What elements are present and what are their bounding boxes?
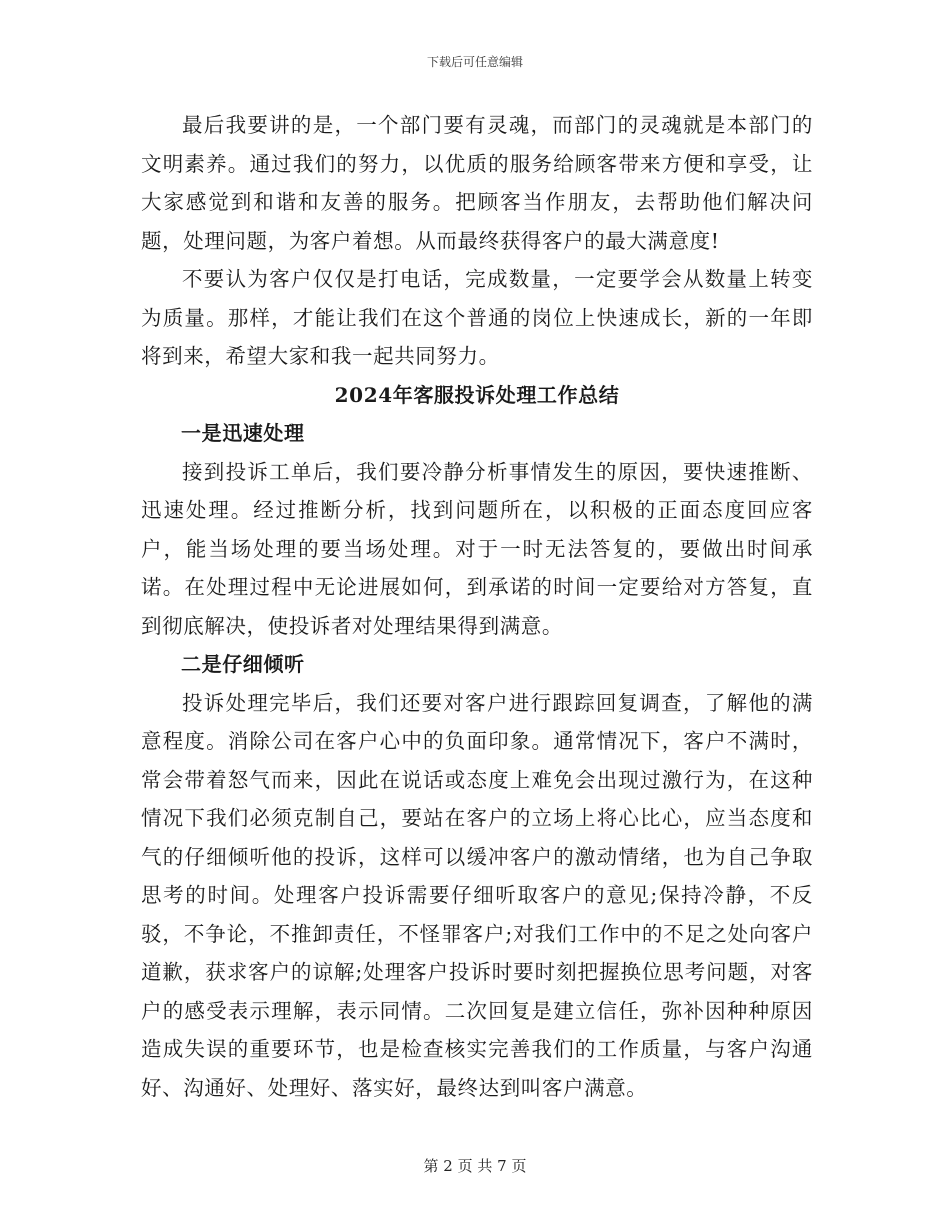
paragraph-closing-remarks: 最后我要讲的是，一个部门要有灵魂，而部门的灵魂就是本部门的文明素养。通过我们的努力，以优质的服务给顾客带来方便和享受，让大家感觉到和谐和友善的服务。把顾客当作朋友，去帮助他们解决问题，处理问题，为客户着想。从而最终获得客户的最大满意度!	[141, 113, 813, 253]
section-heading-1: 一是迅速处理	[181, 421, 305, 445]
document-body	[141, 106, 813, 1107]
section-text-1: 接到投诉工单后，我们要冷静分析事情发生的原因，要快速推断、迅速处理。经过推断分析，找到问题所在，以积极的正面态度回应客户，能当场处理的要当场处理。对于一时无法答复的，要做出时间承诺。在处理过程中无论进展如何，到承诺的时间一定要给对方答复，直到彻底解决，使投诉者对处理结果得到满意。	[141, 459, 813, 638]
paragraph-quality-over-quantity: 不要认为客户仅仅是打电话，完成数量，一定要学会从数量上转变为质量。那样，才能让我们在这个普通的岗位上快速成长，新的一年即将到来，希望大家和我一起共同努力。	[141, 267, 813, 368]
section-heading-2: 二是仔细倾听	[181, 652, 305, 676]
section-text-2: 投诉处理完毕后，我们还要对客户进行跟踪回复调查，了解他的满意程度。消除公司在客户心中的负面印象。通常情况下，客户不满时，常会带着怒气而来，因此在说话或态度上难免会出现过激行为，在这种情况下我们必须克制自己，要站在客户的立场上将心比心，应当态度和气的仔细倾听他的投诉，这样可以缓冲客户的激动情绪，也为自己争取思考的时间。处理客户投诉需要仔细听取客户的意见;保持冷静，不反驳，不争论，不推卸责任，不怪罪客户;对我们工作中的不足之处向客户道歉，获求客户的谅解;处理客户投诉时要时刻把握换位思考问题，对客户的感受表示理解，表示同情。二次回复是建立信任，弥补因种种原因造成失误的重要环节，也是检查核实完善我们的工作质量，与客户沟通好、沟通好、处理好、落实好，最终达到叫客户满意。	[141, 690, 813, 1100]
document-title: 2024年客服投诉处理工作总结	[334, 382, 620, 407]
page-header-note: 下载后可任意编辑	[426, 55, 523, 69]
page-number-indicator: 第 2 页 共 7 页	[423, 1157, 527, 1175]
